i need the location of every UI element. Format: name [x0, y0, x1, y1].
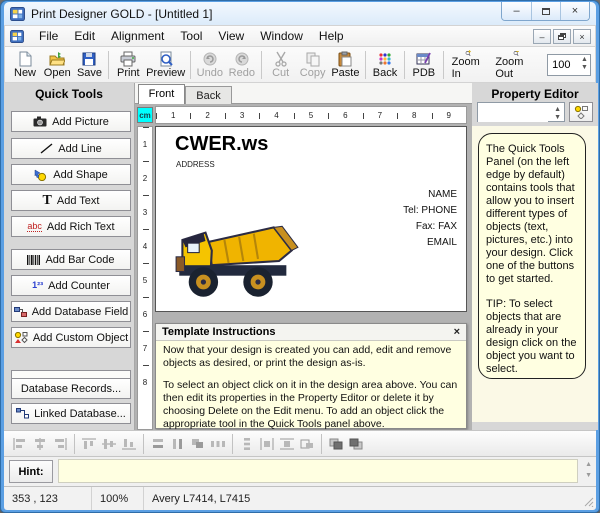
ruler-unit-box: cm — [137, 107, 153, 123]
close-icon: × — [571, 5, 579, 17]
undo-button[interactable]: Undo — [194, 48, 226, 81]
preview-button[interactable]: Preview — [144, 48, 187, 81]
minimize-button[interactable] — [502, 2, 531, 20]
space-evenly-down-button[interactable] — [237, 435, 257, 453]
make-same-height-button[interactable] — [168, 435, 188, 453]
make-same-size-button[interactable] — [188, 435, 208, 453]
quick-tools-tip-note — [478, 133, 586, 379]
add-database-field-button[interactable]: Add Database Field — [11, 301, 131, 322]
template-instructions-header — [156, 324, 466, 341]
center-horizontally-in-page-button[interactable] — [257, 435, 277, 453]
add-text-button[interactable]: T Add Text — [11, 190, 131, 211]
menu-file[interactable]: File — [39, 29, 59, 43]
toolbar-separator — [321, 434, 322, 454]
app-icon — [10, 7, 25, 21]
hint-button[interactable]: Hint: — [9, 460, 53, 483]
toolbar-separator — [108, 51, 109, 79]
caption-buttons — [501, 2, 590, 21]
property-editor-panel — [472, 83, 598, 430]
selector-spin-buttons[interactable] — [554, 106, 561, 122]
toolbar-separator — [404, 51, 405, 79]
database-records-button[interactable]: Database Records... — [11, 378, 131, 399]
toolbar-separator — [261, 51, 262, 79]
hint-bar — [4, 457, 596, 486]
tab-back[interactable]: Back — [185, 86, 232, 104]
toolbar-separator — [143, 434, 144, 454]
zoom-out-button[interactable]: Zoom Out — [490, 48, 541, 81]
undo-icon — [202, 51, 218, 67]
custom-object-icon — [14, 332, 28, 344]
open-folder-icon — [49, 51, 65, 67]
align-middles-button[interactable] — [99, 435, 119, 453]
barcode-icon — [27, 255, 40, 265]
zoom-percentage: 100% — [92, 487, 144, 510]
redo-button[interactable]: Redo — [226, 48, 258, 81]
instructions-paragraph: To select an object click on it in the design area above. You can then edit its properties in the Property Editor or delete it by choosing Delete on the Edit menu. To add an object click the appropriate tool in the Quick Tools panel above. — [163, 379, 458, 430]
zoom-level-spinner — [547, 54, 591, 76]
hint-scroll-buttons[interactable] — [585, 461, 592, 479]
object-selector-combobox — [477, 102, 565, 122]
toolbar-separator — [443, 51, 444, 79]
menu-help[interactable]: Help — [318, 29, 344, 43]
mdi-close-button[interactable] — [573, 29, 591, 44]
send-to-back-button[interactable] — [346, 435, 366, 453]
label-canvas[interactable] — [155, 126, 467, 312]
add-shape-button[interactable]: Add Shape — [11, 164, 131, 185]
maximize-icon — [542, 8, 550, 15]
spin-down-icon: ▼ — [581, 63, 588, 71]
menu-view[interactable]: View — [218, 29, 245, 43]
align-centers-horizontal-button[interactable] — [30, 435, 50, 453]
property-editor-title: Property Editor — [491, 87, 579, 101]
instructions-paragraph: Now that your design is created you can add, edit and remove objects as desired, or print the design as-is. — [163, 344, 452, 369]
template-instructions-title: Template Instructions — [162, 326, 276, 338]
quick-tools-panel — [4, 83, 135, 430]
spin-down-icon: ▼ — [554, 114, 561, 121]
address-text-object[interactable]: ADDRESS — [176, 160, 215, 169]
counter-123-icon: 1²³ — [32, 280, 44, 290]
object-shapes-button[interactable] — [569, 102, 593, 122]
contact-text-object[interactable]: NAME Tel: PHONE Fax: FAX EMAIL — [403, 189, 457, 248]
add-picture-button[interactable]: Add Picture — [11, 111, 131, 132]
resize-grip[interactable] — [584, 497, 594, 507]
horizontal-ruler: 1 2 3 4 5 6 7 8 9 — [155, 106, 467, 124]
window-title: Print Designer GOLD - [Untitled 1] — [31, 6, 213, 21]
close-instructions-button[interactable] — [454, 327, 460, 338]
design-area — [135, 83, 472, 430]
main-toolbar — [4, 47, 596, 83]
line-icon — [40, 143, 53, 154]
camera-icon — [33, 116, 47, 127]
tab-front[interactable]: Front — [138, 84, 185, 104]
property-selector-row — [477, 102, 593, 122]
linked-database-button[interactable]: Linked Database... — [11, 403, 131, 424]
print-preview-icon — [158, 51, 174, 67]
print-button[interactable]: Print — [112, 48, 144, 81]
printer-icon — [120, 51, 136, 67]
mdi-window-buttons — [533, 29, 591, 44]
page-tabs — [135, 83, 472, 104]
title-bar — [4, 2, 596, 25]
add-rich-text-button[interactable]: abc Add Rich Text — [11, 216, 131, 237]
spin-up-icon: ▲ — [581, 55, 588, 63]
pdb-button[interactable]: PDB — [408, 48, 440, 81]
add-bar-code-button[interactable]: Add Bar Code — [11, 249, 131, 270]
text-t-icon: T — [42, 192, 52, 208]
linked-database-icon — [16, 408, 29, 419]
shape-icon — [34, 169, 48, 181]
toolbar-separator — [74, 434, 75, 454]
object-selector-input[interactable] — [478, 104, 548, 122]
menu-tool[interactable]: Tool — [180, 29, 203, 43]
back-pattern-icon — [377, 51, 393, 67]
template-instructions-panel — [155, 323, 467, 429]
cursor-coordinates: 353 , 123 — [4, 487, 92, 510]
zoom-spin-buttons[interactable] — [581, 56, 588, 72]
menu-bar — [4, 25, 596, 47]
toolbar-separator — [365, 51, 366, 79]
align-bottoms-button[interactable] — [119, 435, 139, 453]
alignment-toolbar — [4, 430, 596, 457]
mdi-restore-button[interactable] — [553, 29, 571, 44]
align-left-edges-button[interactable] — [10, 435, 30, 453]
zoom-in-button[interactable]: Zoom In — [447, 48, 491, 81]
template-instructions-body — [156, 341, 466, 434]
clipboard-icon — [337, 51, 353, 67]
property-editor-note-area — [472, 126, 598, 422]
minimize-icon: – — [513, 5, 520, 17]
back-button[interactable]: Back — [369, 48, 401, 81]
scroll-down-icon: ▼ — [585, 472, 592, 479]
abc-icon: abc — [27, 220, 42, 231]
status-bar — [4, 486, 596, 510]
vertical-ruler: 1 2 3 4 5 6 7 8 — [137, 126, 153, 430]
menu-window[interactable]: Window — [260, 29, 303, 43]
center-vertically-in-page-button[interactable] — [277, 435, 297, 453]
add-custom-object-button[interactable]: Add Custom Object — [11, 327, 131, 348]
mdi-minimize-button[interactable] — [533, 29, 551, 44]
mdi-close-icon: × — [579, 31, 585, 42]
close-icon: × — [453, 325, 460, 338]
spin-up-icon: ▲ — [554, 106, 561, 113]
toolbar-separator — [232, 434, 233, 454]
scroll-up-icon: ▲ — [585, 461, 592, 468]
label-template-name: Avery L7414, L7415 — [152, 492, 251, 505]
save-button[interactable]: Save — [73, 48, 105, 81]
redo-icon — [234, 51, 250, 67]
shapes-icon — [573, 105, 589, 119]
space-evenly-across-button[interactable] — [208, 435, 228, 453]
pdb-table-icon — [416, 51, 432, 67]
new-button[interactable]: New — [9, 48, 41, 81]
snap-to-grid-button[interactable] — [297, 435, 317, 453]
add-line-button[interactable]: Add Line — [11, 138, 131, 159]
bring-to-front-button[interactable] — [326, 435, 346, 453]
mdi-restore-icon — [558, 33, 566, 40]
copy-icon — [305, 51, 321, 67]
menu-alignment[interactable]: Alignment — [111, 29, 165, 43]
company-text-object[interactable]: CWER.ws — [175, 133, 269, 155]
open-button[interactable]: Open — [41, 48, 73, 81]
align-tops-button[interactable] — [79, 435, 99, 453]
add-counter-button[interactable]: 1²³ Add Counter — [11, 275, 131, 296]
maximize-button[interactable] — [531, 2, 560, 20]
database-field-icon — [14, 307, 27, 317]
paste-button[interactable]: Paste — [329, 48, 363, 81]
align-right-edges-button[interactable] — [50, 435, 70, 453]
new-document-icon — [17, 51, 33, 67]
note-paragraph: TIP: To select objects that are already in your design click on the object you want to select. — [486, 298, 577, 375]
note-paragraph: The Quick Tools Panel (on the left edge by default) contains tools that allow you to insert different types of objects (text, pictures, etc.) into your design. Click one of the buttons to get started. — [486, 143, 575, 285]
document-icon — [10, 30, 24, 43]
menu-edit[interactable]: Edit — [74, 29, 96, 43]
mdi-minimize-icon: – — [539, 31, 545, 42]
make-same-width-button[interactable] — [148, 435, 168, 453]
scissors-icon — [273, 51, 289, 67]
zoom-level-input[interactable] — [548, 59, 582, 71]
dump-truck-image-object[interactable] — [172, 219, 302, 303]
floppy-disk-icon — [81, 51, 97, 67]
toolbar-separator — [190, 51, 191, 79]
close-button[interactable] — [560, 2, 589, 20]
quick-tools-title: Quick Tools — [35, 87, 103, 101]
cut-button[interactable]: Cut — [265, 48, 297, 81]
hint-text-box[interactable] — [58, 459, 578, 483]
copy-button[interactable]: Copy — [297, 48, 329, 81]
